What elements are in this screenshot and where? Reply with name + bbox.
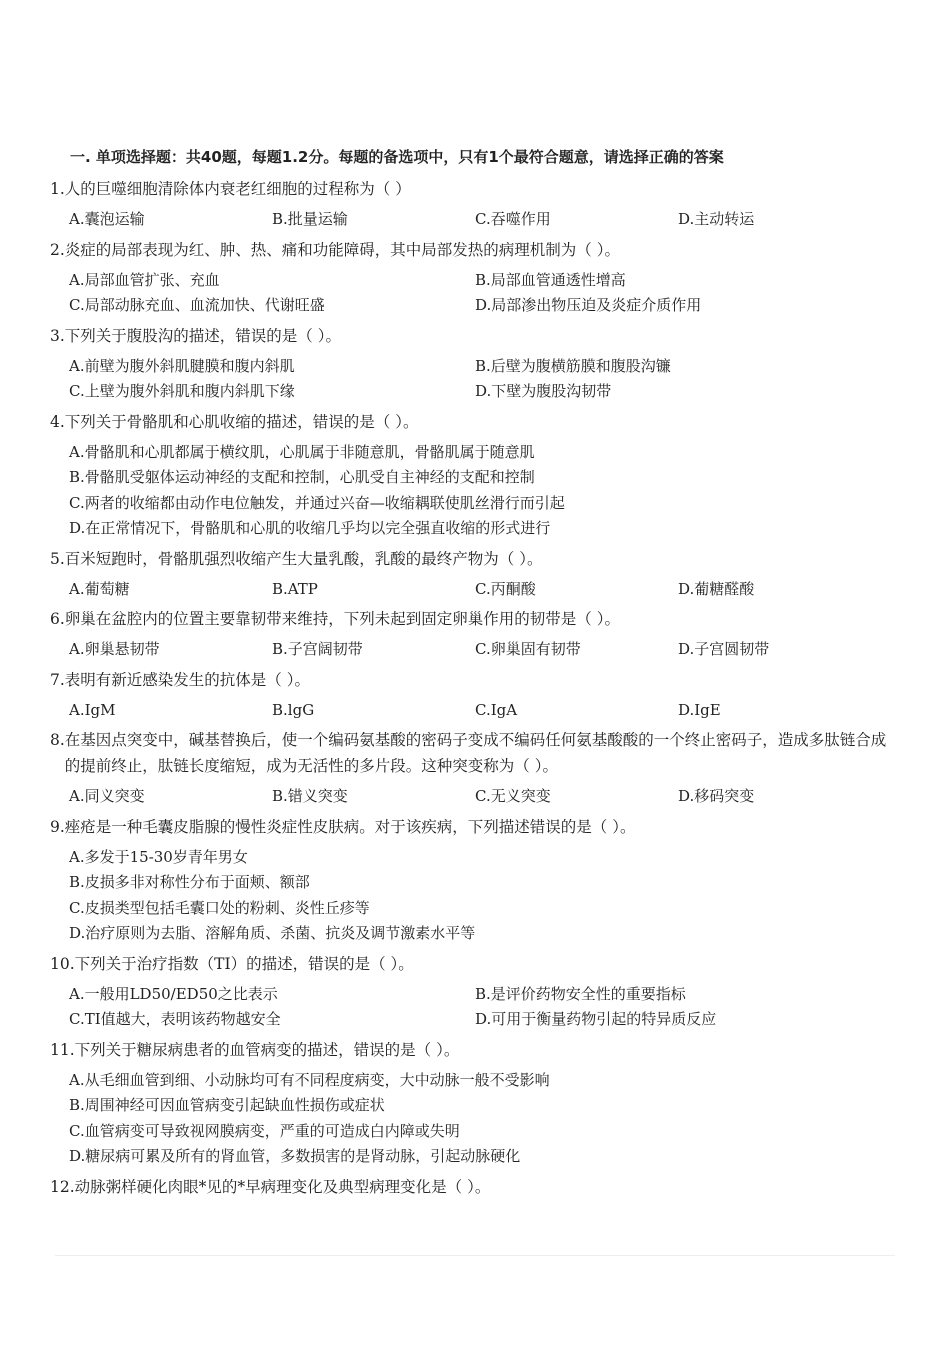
answer-option: C.TI值越大，表明该药物越安全 — [69, 1010, 281, 1028]
question-number: 12. — [50, 1177, 75, 1196]
answer-option: D.子宫圆韧带 — [678, 640, 770, 658]
question-item — [50, 1174, 900, 1200]
question-stem — [50, 951, 900, 977]
answer-option: B.批量运输 — [272, 210, 348, 228]
question-stem — [50, 1037, 900, 1063]
answer-option: A.IgM — [69, 700, 116, 719]
question-stem — [50, 237, 900, 263]
question-text: 炎症的局部表现为红、肿、热、痛和功能障碍，其中局部发热的病理机制为（ ）。 — [64, 240, 620, 259]
answer-option: B.皮损多非对称性分布于面颊、额部 — [69, 873, 310, 891]
answer-option: D.可用于衡量药物引起的特异质反应 — [475, 1010, 717, 1028]
answer-options — [50, 354, 900, 405]
answer-option: A.从毛细血管到细、小动脉均可有不同程度病变，大中动脉一般不受影响 — [69, 1070, 550, 1089]
question-text: 下列关于糖尿病患者的血管病变的描述，错误的是（ ）。 — [74, 1040, 460, 1059]
question-item — [50, 409, 900, 542]
answer-option: A.卵巢悬韧带 — [69, 640, 160, 658]
question-list — [50, 176, 900, 1200]
answer-option: D.下壁为腹股沟韧带 — [475, 382, 612, 400]
answer-options — [50, 982, 900, 1033]
question-stem — [50, 667, 900, 693]
question-stem — [50, 323, 900, 349]
answer-option: D.IgE — [678, 700, 721, 719]
question-text: 在基因点突变中，碱基替换后，使一个编码氨基酸的密码子变成不编码任何氨基酸酸的一个终止密码子，造成多肽链合成的提前终止，肽链长度缩短，成为无活性的多片段。这种突变称为（ ）。 — [64, 731, 887, 775]
question-item — [50, 667, 900, 724]
answer-option: C.IgA — [475, 700, 518, 719]
question-text: 下列关于腹股沟的描述，错误的是（ ）。 — [64, 326, 341, 345]
page-footer-divider — [55, 1255, 895, 1256]
question-number: 3. — [50, 326, 65, 345]
question-number: 4. — [50, 412, 65, 431]
question-number: 10. — [50, 954, 75, 973]
question-number: 7. — [50, 670, 65, 689]
answer-option: A.囊泡运输 — [69, 210, 145, 228]
answer-option: B.子宫阔韧带 — [272, 640, 363, 658]
question-stem — [50, 727, 900, 779]
answer-option: C.上壁为腹外斜肌和腹内斜肌下缘 — [69, 382, 295, 400]
answer-options — [50, 577, 900, 603]
answer-options — [50, 207, 900, 233]
answer-option: D.治疗原则为去脂、溶解角质、杀菌、抗炎及调节激素水平等 — [69, 924, 476, 942]
answer-option: C.两者的收缩都由动作电位触发，并通过兴奋—收缩耦联使肌丝滑行而引起 — [69, 493, 565, 512]
answer-option: C.卵巢固有韧带 — [475, 640, 581, 658]
answer-option: C.丙酮酸 — [475, 579, 536, 598]
answer-option: A.同义突变 — [69, 787, 145, 805]
question-number: 2. — [50, 240, 65, 259]
answer-options — [50, 1068, 900, 1170]
question-stem — [50, 1174, 900, 1200]
answer-option: B.lgG — [272, 700, 315, 719]
answer-option: B.骨骼肌受躯体运动神经的支配和控制，心肌受自主神经的支配和控制 — [69, 468, 535, 486]
question-item — [50, 1037, 900, 1170]
question-text: 动脉粥样硬化肉眼*见的*早病理变化及典型病理变化是（ ）。 — [74, 1177, 491, 1196]
answer-option: A.骨骼肌和心肌都属于横纹肌，心肌属于非随意肌，骨骼肌属于随意肌 — [69, 442, 535, 461]
answer-option: C.吞噬作用 — [475, 210, 551, 228]
section-title: 一. 单项选择题：共40题，每题1.2分。每题的备选项中，只有1个最符合题意，请选择正确的答案 — [70, 148, 724, 166]
answer-option: C.皮损类型包括毛囊口处的粉刺、炎性丘疹等 — [69, 898, 370, 917]
question-item — [50, 727, 900, 810]
answer-option: A.多发于15-30岁青年男女 — [69, 847, 248, 866]
answer-options — [50, 637, 900, 663]
question-item — [50, 237, 900, 319]
answer-option: D.主动转运 — [678, 210, 755, 228]
question-stem — [50, 606, 900, 632]
answer-option: D.局部渗出物压迫及炎症介质作用 — [475, 296, 702, 314]
answer-option: B.是评价药物安全性的重要指标 — [475, 984, 686, 1003]
answer-options — [50, 845, 900, 947]
answer-option: D.在正常情况下，骨骼肌和心肌的收缩几乎均以完全强直收缩的形式进行 — [69, 519, 551, 537]
answer-option: B.ATP — [272, 579, 318, 598]
question-item — [50, 814, 900, 947]
question-number: 11. — [50, 1040, 75, 1059]
question-item — [50, 606, 900, 663]
question-number: 1. — [50, 180, 65, 198]
question-stem — [50, 546, 900, 572]
question-text: 卵巢在盆腔内的位置主要靠韧带来维持，下列未起到固定卵巢作用的韧带是（ ）。 — [64, 610, 620, 628]
question-text: 下列关于骨骼肌和心肌收缩的描述，错误的是（ ）。 — [64, 412, 419, 431]
answer-option: A.局部血管扩张、充血 — [69, 270, 220, 289]
answer-option: C.无义突变 — [475, 787, 551, 805]
answer-options — [50, 440, 900, 542]
question-stem — [50, 814, 900, 840]
answer-option: C.血管病变可导致视网膜病变，严重的可造成白内障或失明 — [69, 1121, 460, 1140]
question-item — [50, 323, 900, 405]
answer-option: A.前壁为腹外斜肌腱膜和腹内斜肌 — [69, 356, 295, 375]
answer-option: A.葡萄糖 — [69, 579, 130, 598]
question-number: 8. — [50, 731, 65, 749]
question-number: 5. — [50, 549, 65, 568]
answer-option: D.移码突变 — [678, 787, 755, 805]
question-text: 表明有新近感染发生的抗体是（ ）。 — [64, 670, 310, 689]
answer-options — [50, 268, 900, 319]
answer-option: D.葡糖醛酸 — [678, 579, 755, 598]
question-stem — [50, 176, 900, 202]
answer-option: B.后壁为腹横筋膜和腹股沟镰 — [475, 356, 671, 375]
question-item — [50, 951, 900, 1033]
answer-option: A.一般用LD50/ED50之比表示 — [69, 984, 278, 1003]
question-stem — [50, 409, 900, 435]
question-item — [50, 176, 900, 233]
answer-options — [50, 784, 900, 810]
answer-option: B.局部血管通透性增高 — [475, 270, 626, 289]
question-text: 人的巨噬细胞清除体内衰老红细胞的过程称为（ ） — [64, 180, 411, 198]
question-item — [50, 546, 900, 603]
question-number: 9. — [50, 817, 65, 836]
answer-option: B.错义突变 — [272, 787, 348, 805]
answer-options — [50, 698, 900, 724]
answer-option: C.局部动脉充血、血流加快、代谢旺盛 — [69, 296, 325, 314]
answer-option: B.周围神经可因血管病变引起缺血性损伤或症状 — [69, 1096, 385, 1114]
question-number: 6. — [50, 610, 65, 628]
question-text: 痤疮是一种毛囊皮脂腺的慢性炎症性皮肤病。对于该疾病，下列描述错误的是（ ）。 — [64, 817, 636, 836]
question-text: 下列关于治疗指数（TI）的描述，错误的是（ ）。 — [74, 954, 414, 973]
answer-option: D.糖尿病可累及所有的肾血管，多数损害的是肾动脉，引起动脉硬化 — [69, 1147, 521, 1165]
question-text: 百米短跑时，骨骼肌强烈收缩产生大量乳酸，乳酸的最终产物为（ ）。 — [64, 549, 543, 568]
